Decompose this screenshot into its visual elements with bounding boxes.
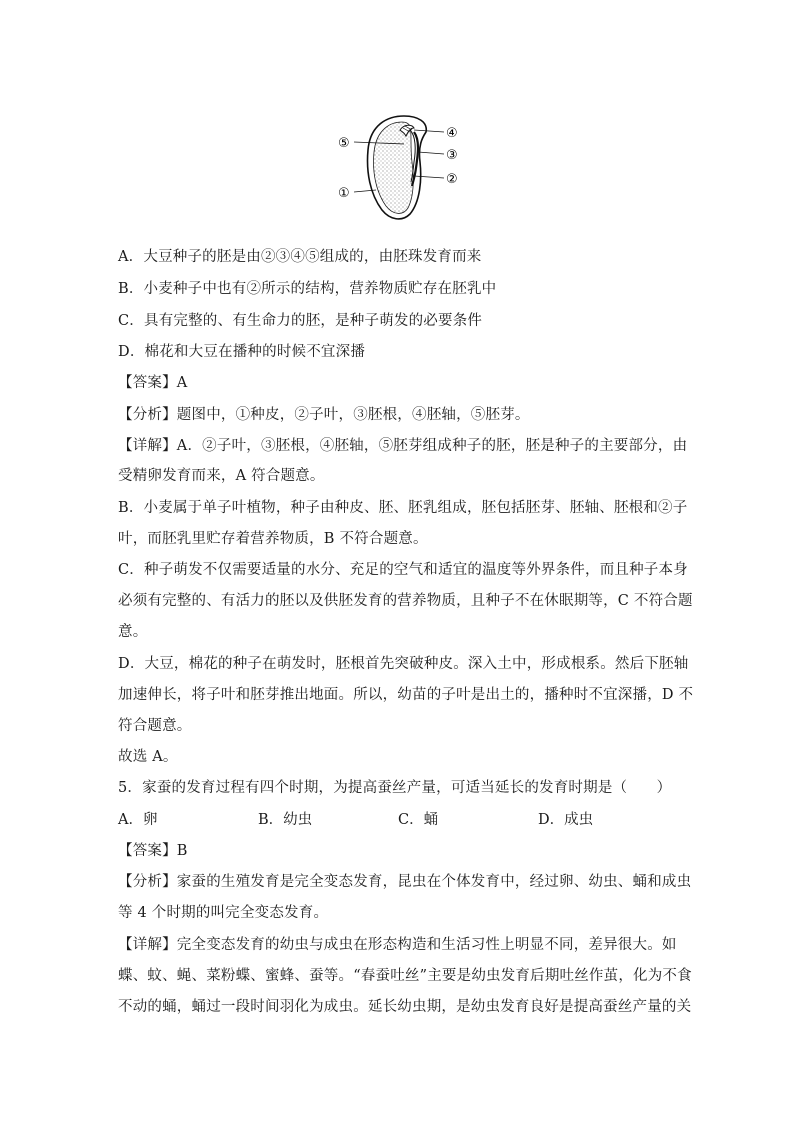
q5-detail-line: 蝶、蚊、蝇、菜粉蝶、蜜蜂、蚕等。“春蚕吐丝”主要是幼虫发育后期吐丝作茧，化为不食 [118, 968, 692, 984]
q4-detail-line: 符合题意。 [118, 718, 192, 734]
q4-option-d: D．棉花和大豆在播种的时候不宜深播 [118, 344, 366, 360]
label-5: ⑤ [338, 136, 350, 151]
q4-answer: 【答案】A [118, 375, 188, 391]
bean-seed-diagram [330, 110, 470, 230]
q4-detail-line: 加速伸长，将子叶和胚芽推出地面。所以，幼苗的子叶是出土的，播种时不宜深播，D 不 [118, 687, 694, 703]
q4-conclusion: 故选 A。 [118, 749, 178, 765]
label-3: ③ [446, 148, 458, 163]
label-2: ② [446, 172, 458, 187]
q5-analysis-line: 【分析】家蚕的生殖发育是完全变态发育，昆虫在个体发育中，经过卵、幼虫、蛹和成虫 [118, 874, 692, 890]
q5-stem: 5．家蚕的发育过程有四个时期，为提高蚕丝产量，可适当延长的发育时期是（ ） [118, 780, 672, 796]
q5-answer: 【答案】B [118, 843, 188, 859]
q4-detail-line: 受精卵发育而来，A 符合题意。 [118, 468, 325, 484]
q5-detail-line: 【详解】完全变态发育的幼虫与成虫在形态构造和生活习性上明显不同，差异很大。如 [118, 937, 677, 953]
q4-detail-line: 必须有完整的、有活力的胚以及供胚发育的营养物质，且种子不在休眠期等，C 不符合题 [118, 593, 693, 609]
q5-option-d: D．成虫 [538, 812, 594, 828]
q4-analysis: 【分析】题图中，①种皮，②子叶，③胚根，④胚轴，⑤胚芽。 [118, 407, 530, 423]
q5-option-b: B．幼虫 [258, 812, 313, 828]
label-4: ④ [446, 126, 458, 141]
q4-option-a: A．大豆种子的胚是由②③④⑤组成的，由胚珠发育而来 [118, 249, 482, 265]
q5-detail-line: 不动的蛹，蛹过一段时间羽化为成虫。延长幼虫期，是幼虫发育良好是提高蚕丝产量的关 [118, 999, 692, 1015]
q4-detail-line: B．小麦属于单子叶植物，种子由种皮、胚、胚乳组成，胚包括胚芽、胚轴、胚根和②子 [118, 500, 688, 516]
q4-detail-line: 【详解】A．②子叶，③胚根，④胚轴，⑤胚芽组成种子的胚，胚是种子的主要部分，由 [118, 438, 688, 454]
q4-option-b: B．小麦种子中也有②所示的结构，营养物质贮存在胚乳中 [118, 281, 497, 297]
q5-option-c: C．蛹 [398, 812, 439, 828]
q5-analysis-line: 等 4 个时期的叫完全变态发育。 [118, 905, 329, 921]
q4-detail-line: C．种子萌发不仅需要适量的水分、充足的空气和适宜的温度等外界条件，而且种子本身 [118, 562, 688, 578]
q4-detail-line: 叶，而胚乳里贮存着营养物质，B 不符合题意。 [118, 531, 428, 547]
q4-detail-line: D．大豆，棉花的种子在萌发时，胚根首先突破种皮。深入土中，形成根系。然后下胚轴 [118, 656, 689, 672]
q4-option-c: C．具有完整的、有生命力的胚，是种子萌发的必要条件 [118, 313, 483, 329]
q5-option-a: A．卵 [118, 812, 158, 828]
bean-seed-illustration [330, 110, 470, 230]
q4-detail-line: 意。 [118, 624, 148, 640]
label-1: ① [338, 186, 350, 201]
